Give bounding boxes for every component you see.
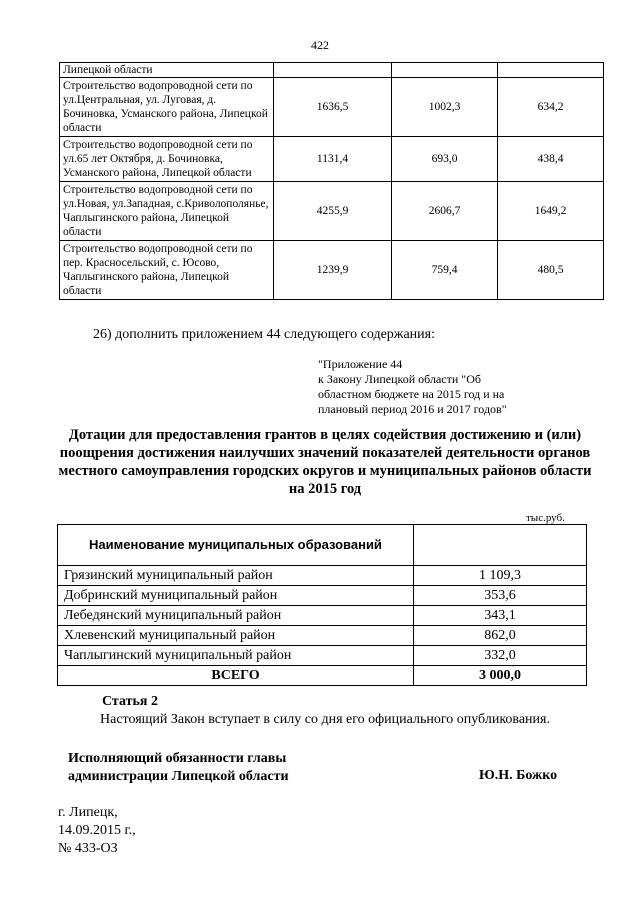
table-row xyxy=(58,606,587,626)
table-row xyxy=(58,586,587,606)
grant-amount: 353,6 xyxy=(414,586,587,606)
amendment-text: 26) дополнить приложением 44 следующего содержания: xyxy=(93,327,435,342)
table-row xyxy=(60,182,604,241)
footer-law-number: № 433-ОЗ xyxy=(58,841,118,856)
municipality-name: Добринский муниципальный район xyxy=(58,586,414,606)
amount-cell: 759,4 xyxy=(392,241,498,300)
header-amount xyxy=(414,525,587,566)
amount-cell: 480,5 xyxy=(498,241,604,300)
signatory-title xyxy=(68,750,289,786)
municipality-name: Хлевенский муниципальный район xyxy=(58,626,414,646)
table-row xyxy=(60,241,604,300)
footer-date: 14.09.2015 г., xyxy=(58,823,136,838)
amount-cell: 693,0 xyxy=(392,137,498,182)
table-row xyxy=(58,646,587,666)
amount-cell xyxy=(498,63,604,78)
amount-cell: 1239,9 xyxy=(274,241,392,300)
table-row xyxy=(60,78,604,137)
header-municipality: Наименование муниципальных образований xyxy=(58,525,414,566)
amount-cell: 1131,4 xyxy=(274,137,392,182)
municipality-name: Лебедянский муниципальный район xyxy=(58,606,414,626)
table-row xyxy=(58,626,587,646)
signatory-title-line2: администрации Липецкой области xyxy=(68,769,289,784)
footer-block xyxy=(58,804,136,858)
grant-table xyxy=(57,524,587,686)
amount-cell: 1636,5 xyxy=(274,78,392,137)
municipality-name: Чаплыгинский муниципальный район xyxy=(58,646,414,666)
grant-amount: 1 109,3 xyxy=(414,566,587,586)
footer-city: г. Липецк, xyxy=(58,805,118,820)
project-name-cell: Строительство водопроводной сети по пер. Красносельский, с. Юсово, Чаплыгинского района, Липецкой области xyxy=(60,241,274,300)
project-name-cell: Липецкой области xyxy=(60,63,274,78)
amount-cell: 4255,9 xyxy=(274,182,392,241)
amount-cell: 438,4 xyxy=(498,137,604,182)
municipality-name: Грязинский муниципальный район xyxy=(58,566,414,586)
grant-amount: 332,0 xyxy=(414,646,587,666)
top-construction-table xyxy=(59,62,604,300)
amount-cell: 1002,3 xyxy=(392,78,498,137)
total-label: ВСЕГО xyxy=(58,666,414,686)
project-name-cell: Строительство водопроводной сети по ул.65 лет Октября, д. Бочиновка, Усманского района, Липецкой области xyxy=(60,137,274,182)
page-number: 422 xyxy=(311,38,329,52)
total-amount: 3 000,0 xyxy=(414,666,587,686)
amount-cell xyxy=(274,63,392,78)
project-name-cell: Строительство водопроводной сети по ул.Новая, ул.Западная, с.Криволополянье, Чаплыгинского района, Липецкой области xyxy=(60,182,274,241)
table-row xyxy=(60,137,604,182)
amount-cell: 634,2 xyxy=(498,78,604,137)
grant-amount: 862,0 xyxy=(414,626,587,646)
grant-amount: 343,1 xyxy=(414,606,587,626)
units-label: тыс.руб. xyxy=(526,512,565,524)
amount-cell: 2606,7 xyxy=(392,182,498,241)
project-name-cell: Строительство водопроводной сети по ул.Центральная, ул. Луговая, д. Бочиновка, Усманского района, Липецкой области xyxy=(60,78,274,137)
signatory-title-line1: Исполняющий обязанности главы xyxy=(68,751,287,766)
document-title: Дотации для предоставления грантов в целях содействия достижению и (или) поощрения достижения наилучших значений показателей деятельности органов местного самоуправления городских округов и муниципальных районов области на 2015 год xyxy=(58,427,592,497)
amount-cell xyxy=(392,63,498,78)
amount-cell: 1649,2 xyxy=(498,182,604,241)
article-heading: Статья 2 xyxy=(102,694,158,709)
table-row xyxy=(60,63,604,78)
signatory-name: Ю.Н. Божко xyxy=(479,768,558,783)
table-header-row xyxy=(58,525,587,566)
appendix-header: "Приложение 44 к Закону Липецкой области "Об областном бюджете на 2015 год и на плановый период 2016 и 2017 годов" xyxy=(318,357,507,416)
article-text: Настоящий Закон вступает в силу со дня его официального опубликования. xyxy=(100,712,550,727)
total-row xyxy=(58,666,587,686)
table-row xyxy=(58,566,587,586)
